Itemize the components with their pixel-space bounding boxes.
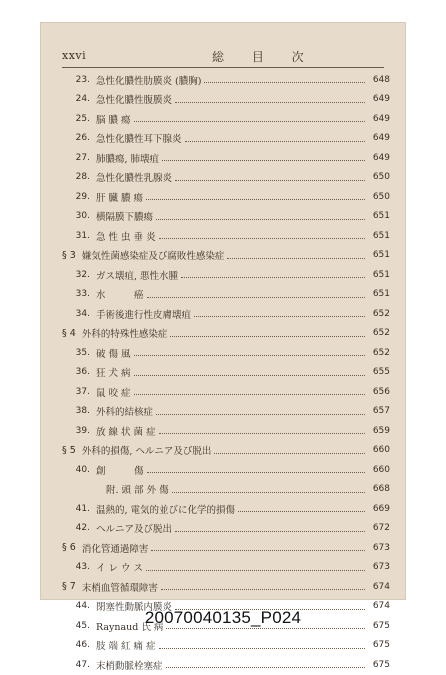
entry-page-number: 651: [372, 289, 390, 300]
entry-page-number: 648: [372, 74, 390, 85]
toc-row: [62, 558, 390, 578]
toc-row: [62, 519, 390, 539]
entry-number: 36.: [75, 367, 90, 378]
entry-number: 27.: [75, 152, 90, 163]
entry-page-number: 655: [372, 367, 390, 378]
entry-number: 30.: [75, 211, 90, 222]
dot-leader: [161, 589, 365, 590]
dot-leader: [147, 472, 365, 473]
dot-leader: [175, 180, 365, 181]
dot-leader: [134, 121, 365, 122]
entry-page-number: 652: [372, 308, 390, 319]
entry-title: 末梢動脈栓塞症: [96, 660, 163, 672]
page-title: 総 目 次: [212, 50, 316, 64]
entry-number: 25.: [75, 113, 90, 124]
entry-number: 46.: [75, 640, 90, 651]
dot-leader: [162, 160, 365, 161]
toc-row: [62, 382, 390, 402]
toc-row: [62, 636, 390, 656]
entry-page-number: 656: [372, 386, 390, 397]
dot-leader: [214, 453, 365, 454]
entry-number: 47.: [75, 659, 90, 670]
entry-title: 急性化膿性耳下腺炎: [96, 134, 182, 146]
entry-page-number: 652: [372, 328, 390, 339]
toc-section-row: [62, 246, 390, 266]
entry-title: 急性化膿性肋膜炎 (膿胸): [96, 75, 202, 87]
dot-leader: [159, 648, 365, 649]
toc-row: [62, 655, 390, 675]
dot-leader: [172, 492, 365, 493]
entry-number: 44.: [75, 601, 90, 612]
entry-title: イ レ ウ ス: [96, 563, 144, 575]
entry-title: 鼠 咬 症: [96, 387, 131, 399]
entry-page-number: 672: [372, 523, 390, 534]
toc-section-row: [62, 324, 390, 344]
dot-leader: [175, 531, 365, 532]
entry-title: 創 傷: [96, 465, 144, 477]
entry-title: 狂 犬 病: [96, 368, 131, 380]
dot-leader: [151, 550, 365, 551]
entry-title: 急 性 虫 垂 炎: [96, 231, 156, 243]
entry-number: 33.: [75, 289, 90, 300]
entry-number: 32.: [75, 269, 90, 280]
entry-title: Raynaud 氏 病: [96, 621, 164, 633]
toc-row: [62, 187, 390, 207]
dot-leader: [156, 414, 365, 415]
toc-row: [62, 499, 390, 519]
dot-leader: [227, 258, 365, 259]
toc-row: [62, 226, 390, 246]
entry-title: 破 傷 風: [96, 348, 131, 360]
entry-title: 温熱的, 電気的並びに化学的損傷: [96, 504, 236, 516]
entry-number: 38.: [75, 406, 90, 417]
entry-page-number: 649: [372, 152, 390, 163]
entry-number: 23.: [75, 74, 90, 85]
toc-section-row: [62, 577, 390, 597]
entry-page-number: 668: [372, 484, 390, 495]
entry-number: 41.: [75, 503, 90, 514]
page-number: xxvi: [62, 49, 87, 62]
entry-page-number: 675: [372, 620, 390, 631]
entry-page-number: 650: [372, 191, 390, 202]
entry-number: 43.: [75, 562, 90, 573]
entry-page-number: 649: [372, 133, 390, 144]
entry-number: 42.: [75, 523, 90, 534]
entry-number: 26.: [75, 133, 90, 144]
entry-page-number: 651: [372, 269, 390, 280]
entry-page-number: 657: [372, 406, 390, 417]
entry-page-number: 673: [372, 562, 390, 573]
entry-number: 37.: [75, 386, 90, 397]
entry-title: 手術後進行性皮膚壊疽: [96, 309, 192, 321]
entry-title: 消化管通過障害: [81, 543, 149, 555]
page-header: [62, 49, 384, 65]
section-marker: § 6: [62, 542, 76, 554]
entry-number: 24.: [75, 94, 90, 105]
entry-number: 35.: [75, 347, 90, 358]
entry-title: 放 線 状 菌 症: [96, 426, 156, 438]
toc-row: [62, 363, 390, 383]
entry-title: 肝 臓 膿 瘍: [96, 192, 144, 204]
toc-row: [62, 129, 390, 149]
entry-title: 急性化膿性乳腺炎: [96, 173, 173, 185]
entry-title: 嫌気性菌感染症及び腐敗性感染症: [81, 251, 225, 263]
header-rule: [62, 67, 384, 68]
entry-page-number: 649: [372, 94, 390, 105]
entry-page-number: 674: [372, 581, 390, 592]
toc-row: [62, 343, 390, 363]
dot-leader: [146, 570, 365, 571]
toc-row: [62, 285, 390, 305]
dot-leader: [175, 102, 365, 103]
entry-page-number: 649: [372, 113, 390, 124]
toc-row: [62, 304, 390, 324]
entry-number: 28.: [75, 172, 90, 183]
toc-row: [62, 148, 390, 168]
dot-leader: [134, 375, 365, 376]
toc-row: [62, 421, 390, 441]
entry-page-number: 660: [372, 445, 390, 456]
dot-leader: [156, 219, 365, 220]
dot-leader: [134, 394, 365, 395]
dot-leader: [238, 511, 365, 512]
section-marker: § 3: [62, 249, 76, 261]
section-marker: § 7: [62, 581, 76, 593]
entry-number: 39.: [75, 425, 90, 436]
toc-row: [62, 90, 390, 110]
toc-row: [62, 480, 390, 500]
dot-leader: [170, 336, 365, 337]
entry-title: ヘルニア及び脱出: [96, 524, 173, 536]
entry-title: ガス壊疽, 悪性水腫: [96, 270, 179, 282]
toc-row: [62, 265, 390, 285]
entry-title: 急性化膿性腹膜炎: [96, 95, 173, 107]
entry-page-number: 659: [372, 425, 390, 436]
toc-section-row: [62, 441, 390, 461]
dot-leader: [194, 316, 365, 317]
entry-page-number: 651: [372, 230, 390, 241]
entry-number: 29.: [75, 191, 90, 202]
entry-page-number: 675: [372, 659, 390, 670]
entry-title: 外科的結核症: [96, 407, 154, 419]
entry-page-number: 673: [372, 542, 390, 553]
dot-leader: [166, 667, 365, 668]
entry-page-number: 652: [372, 347, 390, 358]
toc-row: [62, 168, 390, 188]
entry-title: 水 癌: [96, 290, 144, 302]
entry-title: 肺膿瘍, 肺壊疽: [96, 153, 160, 165]
dot-leader: [204, 82, 365, 83]
entry-title: 脳 膿 瘍: [96, 114, 131, 126]
toc-row: [62, 402, 390, 422]
entry-number: 34.: [75, 308, 90, 319]
entry-title: 附. 頭 部 外 傷: [106, 485, 169, 497]
entry-title: 肢 端 紅 痛 症: [96, 641, 156, 653]
dot-leader: [159, 433, 365, 434]
entry-title: 外科的特殊性感染症: [81, 329, 168, 341]
entry-number: 45.: [75, 620, 90, 631]
table-of-contents: [62, 70, 390, 675]
dot-leader: [147, 297, 365, 298]
entry-number: 40.: [75, 464, 90, 475]
section-marker: § 5: [62, 444, 76, 456]
entry-page-number: 650: [372, 172, 390, 183]
entry-title: 末梢血管循環障害: [81, 582, 158, 594]
dot-leader: [166, 628, 365, 629]
entry-number: 31.: [75, 230, 90, 241]
toc-row: [62, 207, 390, 227]
entry-page-number: 674: [372, 601, 390, 612]
toc-row: [62, 70, 390, 90]
dot-leader: [159, 238, 365, 239]
entry-page-number: 651: [372, 250, 390, 261]
toc-row: [62, 460, 390, 480]
entry-page-number: 651: [372, 211, 390, 222]
entry-title: 外科的損傷, ヘルニア及び脱出: [81, 446, 212, 458]
dot-leader: [181, 277, 365, 278]
dot-leader: [134, 355, 365, 356]
dot-leader: [146, 199, 365, 200]
entry-title: 横隔膜下膿瘍: [96, 212, 154, 224]
entry-title: 閉塞性動脈内膜炎: [96, 602, 173, 614]
image-caption: 20070040135_P024: [144, 608, 302, 627]
toc-row: [62, 109, 390, 129]
dot-leader: [185, 141, 365, 142]
toc-section-row: [62, 538, 390, 558]
entry-page-number: 660: [372, 464, 390, 475]
entry-page-number: 675: [372, 640, 390, 651]
entry-page-number: 669: [372, 503, 390, 514]
section-marker: § 4: [62, 327, 76, 339]
